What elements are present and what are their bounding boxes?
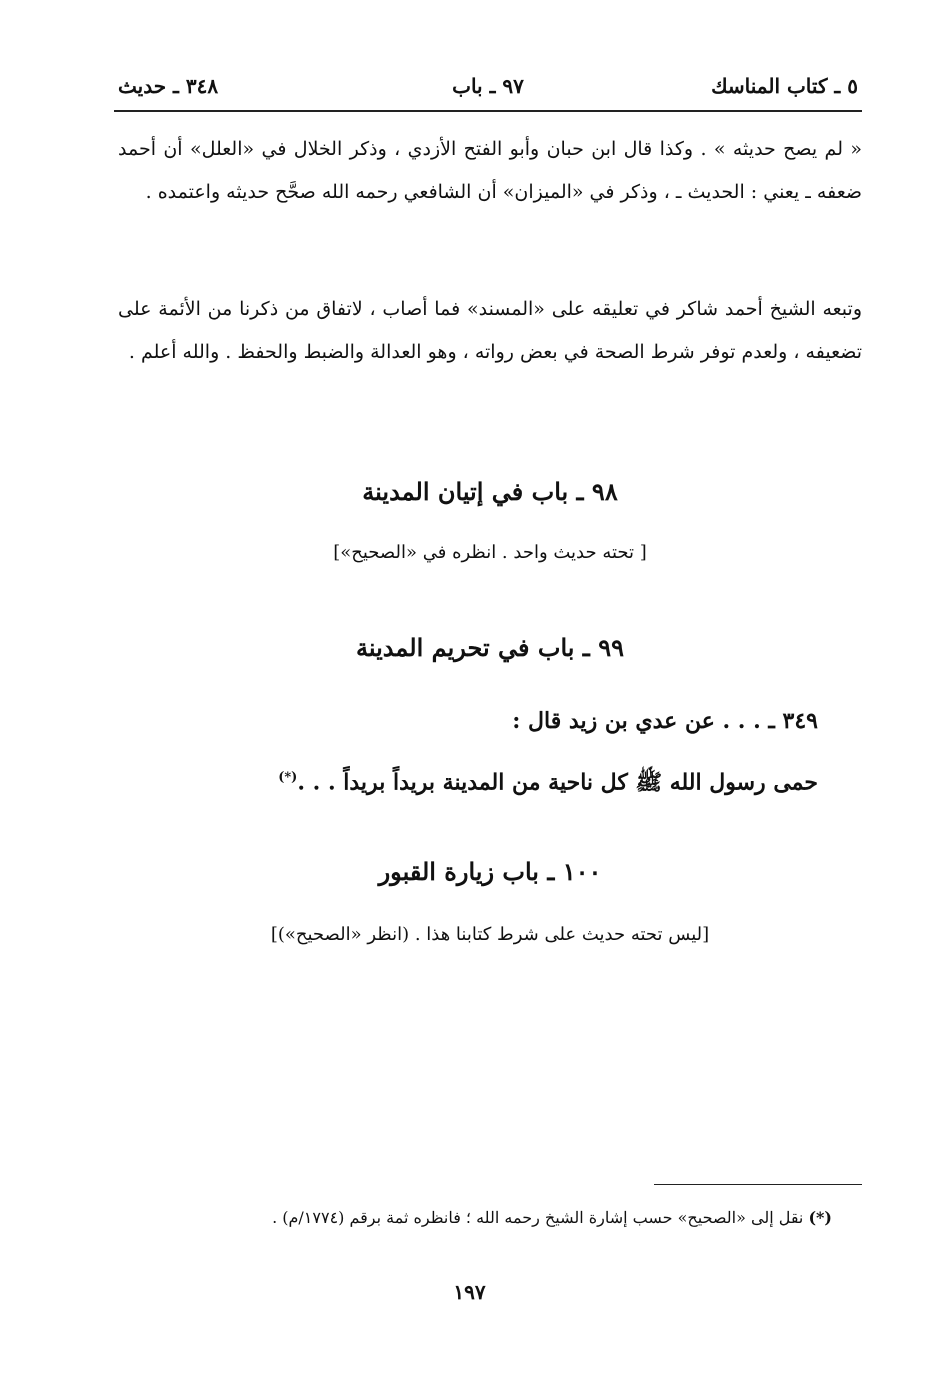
- header-book-title: ٥ ـ كتاب المناسك: [711, 74, 858, 98]
- hadith-349-body: حمى رسول الله ﷺ كل ناحية من المدينة بريداً بريداً . . .: [297, 769, 818, 796]
- page-number: ١٩٧: [453, 1280, 486, 1304]
- footnote-divider: [654, 1184, 862, 1185]
- footnote-mark: (*): [808, 1208, 832, 1227]
- hadith-349-intro: ٣٤٩ ـ . . . عن عدي بن زيد قال :: [512, 708, 818, 734]
- header-hadith-number: ٣٤٨ ـ حديث: [118, 74, 219, 98]
- section-heading-98: ٩٨ ـ باب في إتيان المدينة: [362, 477, 618, 506]
- paragraph-1: « لم يصح حديثه » . وكذا قال ابن حبان وأبو الفتح الأزدي ، وذكر الخلال في «العلل» أن أحمد ضعفه ـ يعني : الحديث ـ ، وذكر في «الميزان» أن الشافعي رحمه الله صحَّح حديثه واعتمده .: [118, 138, 862, 203]
- running-header: [118, 74, 858, 106]
- hadith-349-text: [118, 758, 818, 802]
- section-note-100: [ليس تحته حديث على شرط كتابنا هذا . (انظر «الصحيح»)]: [270, 924, 710, 945]
- header-chapter: ٩٧ ـ باب: [452, 74, 524, 98]
- section-heading-100: ١٠٠ ـ باب زيارة القبور: [378, 857, 602, 886]
- footnote-text: نقل إلى «الصحيح» حسب إشارة الشيخ رحمه الله ؛ فانظره ثمة برقم (١٧٧٤/م) .: [272, 1208, 804, 1227]
- section-heading-99: ٩٩ ـ باب في تحريم المدينة: [356, 633, 624, 662]
- footnote-reference-mark: (*): [278, 770, 298, 785]
- footnote: [118, 1204, 832, 1232]
- header-divider: [114, 110, 862, 112]
- section-note-98: [ تحته حديث واحد . انظره في «الصحيح»]: [333, 542, 647, 563]
- paragraph-2: وتبعه الشيخ أحمد شاكر في تعليقه على «المسند» فما أصاب ، لاتفاق من ذكرنا من الأئمة على تضعيفه ، ولعدم توفر شرط الصحة في بعض رواته ، وهو العدالة والضبط والحفظ . والله أعلم .: [118, 298, 862, 363]
